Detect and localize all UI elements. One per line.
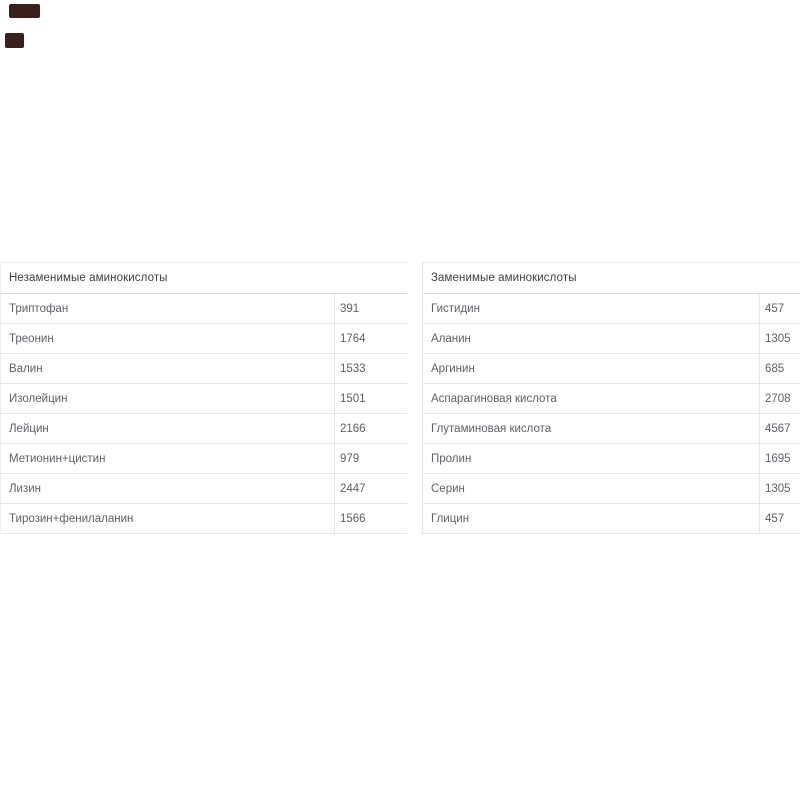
table-row <box>423 324 800 354</box>
amino-acid-value: 2447 <box>334 474 407 503</box>
amino-acid-name: Валин <box>9 362 43 375</box>
nonessential-table-title: Заменимые аминокислоты <box>423 262 800 294</box>
amino-acid-value: 1533 <box>334 354 407 383</box>
amino-acid-value: 979 <box>334 444 407 473</box>
table-row <box>1 474 407 504</box>
table-row <box>1 384 407 414</box>
amino-acid-value: 1764 <box>334 324 407 353</box>
amino-acid-value: 1305 <box>759 474 800 503</box>
amino-acid-value: 1695 <box>759 444 800 473</box>
amino-acid-name: Изолейцин <box>9 392 68 405</box>
essential-table-title: Незаменимые аминокислоты <box>1 262 407 294</box>
amino-acid-name: Глицин <box>431 512 470 525</box>
amino-acid-name: Метионин+цистин <box>9 452 106 465</box>
amino-acid-name: Лейцин <box>9 422 49 435</box>
amino-acid-value: 391 <box>334 294 407 323</box>
amino-acid-name: Лизин <box>9 482 42 495</box>
table-row <box>1 294 407 324</box>
amino-acid-name: Пролин <box>431 452 472 465</box>
amino-acid-name: Гистидин <box>431 302 480 315</box>
table-row <box>423 444 800 474</box>
amino-acid-name: Триптофан <box>9 302 69 315</box>
table-row <box>423 294 800 324</box>
amino-acid-value: 685 <box>759 354 800 383</box>
amino-acid-name: Треонин <box>9 332 54 345</box>
amino-acid-name: Тирозин+фенилаланин <box>9 512 134 525</box>
table-row <box>1 504 407 534</box>
nonessential-amino-table <box>422 262 800 534</box>
table-row <box>1 444 407 474</box>
table-row <box>423 474 800 504</box>
amino-acid-value: 1501 <box>334 384 407 413</box>
table-row <box>423 384 800 414</box>
amino-acid-name: Аспарагиновая кислота <box>431 392 557 405</box>
amino-acid-value: 1566 <box>334 504 407 533</box>
amino-acid-value: 2166 <box>334 414 407 443</box>
amino-acid-value: 457 <box>759 504 800 533</box>
amino-acid-name: Аргинин <box>431 362 475 375</box>
amino-acid-name: Глутаминовая кислота <box>431 422 552 435</box>
table-row <box>1 354 407 384</box>
table-row <box>1 324 407 354</box>
nonessential-table-body <box>423 294 800 534</box>
amino-acid-name: Аланин <box>431 332 471 345</box>
logo-fragment-icon <box>9 4 40 18</box>
amino-acid-value: 457 <box>759 294 800 323</box>
table-row <box>423 414 800 444</box>
amino-acid-value: 4567 <box>759 414 800 443</box>
amino-acid-value: 2708 <box>759 384 800 413</box>
amino-acid-value: 1305 <box>759 324 800 353</box>
table-row <box>423 354 800 384</box>
essential-amino-table <box>0 262 407 534</box>
table-row <box>1 414 407 444</box>
amino-acid-name: Серин <box>431 482 465 495</box>
essential-table-body <box>1 294 407 534</box>
table-row <box>423 504 800 534</box>
logo-fragment-icon <box>5 33 24 48</box>
